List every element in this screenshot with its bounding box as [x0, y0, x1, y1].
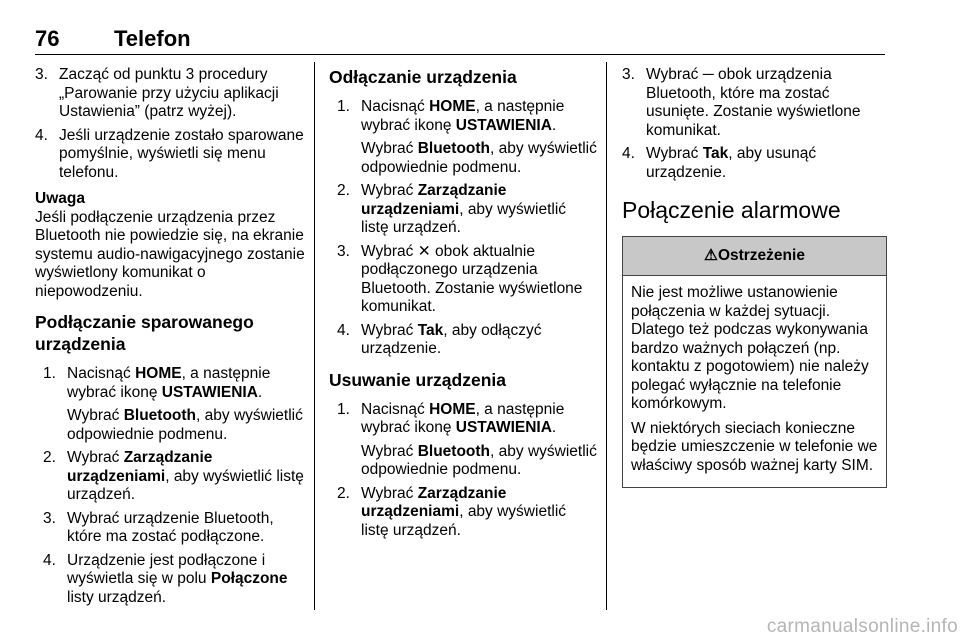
list-item [35, 66, 305, 122]
note-text: Jeśli podłączenie urządzenia przez Bluetooth nie powiedzie się, na ekranie systemu audio-nawigacyjnego zostanie wyświetlony komunikat o niepowodzeniu. [35, 208, 305, 300]
list-item [43, 552, 305, 608]
list-item [622, 66, 887, 140]
item-text: Wybrać Zarządzanie urządzeniami, aby wyświetlić listę urządzeń. [361, 182, 567, 236]
section-heading: Usuwanie urządzenia [329, 369, 506, 390]
item-number: 4. [337, 321, 350, 339]
item-text: Urządzenie jest podłączone i wyświetla się w polu Połączone listy urządzeń. [67, 551, 288, 606]
list-item [35, 127, 305, 183]
item-text: Wybrać Tak, aby usunąć urządzenie. [646, 145, 817, 181]
item-number: 1. [337, 98, 350, 115]
list-item [337, 243, 597, 317]
item-paragraph: Wybrać Bluetooth, aby wyświetlić odpowiednie podmenu. [361, 140, 597, 176]
note-title: Uwaga [35, 190, 85, 207]
warning-paragraph: W niektórych sieciach konieczne będzie umieszczenie w telefonie we właściwy sposób ważnej karty SIM. [631, 419, 878, 474]
procedure-list [622, 66, 887, 182]
item-number: 4. [43, 551, 56, 569]
list-item [337, 401, 597, 438]
item-number: 3. [622, 66, 635, 83]
item-number: 3. [43, 509, 56, 527]
list-item [43, 365, 305, 402]
item-text: Nacisnąć HOME, a następnie wybrać ikonę USTAWIENIA. [67, 365, 271, 401]
list-item [337, 98, 597, 135]
item-text: Nacisnąć HOME, a następnie wybrać ikonę USTAWIENIA. [361, 400, 565, 436]
column-3 [622, 66, 887, 488]
item-number: 3. [337, 242, 350, 260]
section-heading: Odłączanie urządzenia [329, 67, 517, 87]
item-number: 2. [337, 484, 350, 502]
item-text: Wybrać ─ obok urządzenia Bluetooth, które ma zostać usunięte. Zostanie wyświetlone komunikat. [646, 66, 861, 139]
item-text: Wybrać Zarządzanie urządzeniami, aby wyświetlić listę urządzeń. [361, 484, 567, 539]
column-2 [329, 66, 597, 545]
item-paragraph: Wybrać Bluetooth, aby wyświetlić odpowiednie podmenu. [67, 407, 303, 443]
page-number: 76 [35, 26, 60, 51]
item-text: Wybrać Tak, aby odłączyć urządzenie. [361, 321, 542, 357]
item-text: Zacząć od punktu 3 procedury „Parowanie przy użyciu aplikacji Ustawienia” (patrz wyżej). [59, 66, 279, 120]
close-icon: ✕ [417, 242, 431, 260]
item-text: Wybrać ✕ obok aktualnie podłączonego urządzenia Bluetooth. Zostanie wyświetlone komunikat. [361, 242, 583, 315]
minus-icon: ─ [702, 66, 714, 83]
item-number: 2. [43, 449, 56, 466]
warning-icon: ⚠ [704, 246, 718, 264]
item-number: 3. [35, 66, 48, 83]
column-1 [35, 66, 305, 612]
item-number: 2. [337, 182, 350, 199]
warning-paragraph: Nie jest możliwe ustanowienie połączenia w każdej sytuacji. Dlatego też podczas wykonywania bardzo ważnych połączeń (np. kontaktu z pogotowiem) nie należy polegać wyłącznie na telefonie komórkowym. [631, 284, 869, 412]
section-heading: Podłączanie sparowanego urządzenia [35, 312, 254, 354]
procedure-list [337, 98, 597, 359]
list-item [43, 449, 305, 505]
watermark: carmanualsonline.info [766, 616, 958, 637]
list-item [622, 145, 887, 182]
column-divider [314, 62, 315, 610]
item-text: Jeśli urządzenie zostało sparowane pomyślnie, wyświetli się menu telefonu. [59, 126, 304, 181]
list-item [337, 485, 597, 541]
item-number: 1. [337, 400, 350, 418]
list-item [337, 322, 597, 359]
section-heading: Połączenie alarmowe [622, 197, 841, 223]
list-item [337, 182, 597, 238]
item-text: Wybrać Zarządzanie urządzeniami, aby wyświetlić listę urządzeń. [67, 449, 304, 503]
item-text: Wybrać urządzenie Bluetooth, które ma zostać podłączone. [67, 509, 274, 545]
item-number: 4. [35, 126, 48, 144]
item-number: 1. [43, 365, 56, 382]
column-divider [606, 62, 607, 610]
item-paragraph: Wybrać Bluetooth, aby wyświetlić odpowiednie podmenu. [361, 442, 597, 478]
page-header [35, 26, 885, 55]
item-text: Nacisnąć HOME, a następnie wybrać ikonę USTAWIENIA. [361, 98, 565, 134]
warning-header [623, 237, 886, 276]
list-item [43, 510, 305, 547]
page-title: Telefon [114, 26, 191, 51]
warning-body [623, 276, 886, 487]
warning-box [622, 236, 887, 488]
procedure-list [337, 401, 597, 541]
procedure-list [43, 365, 305, 607]
item-number: 4. [622, 145, 635, 162]
warning-title: Ostrzeżenie [717, 246, 805, 264]
